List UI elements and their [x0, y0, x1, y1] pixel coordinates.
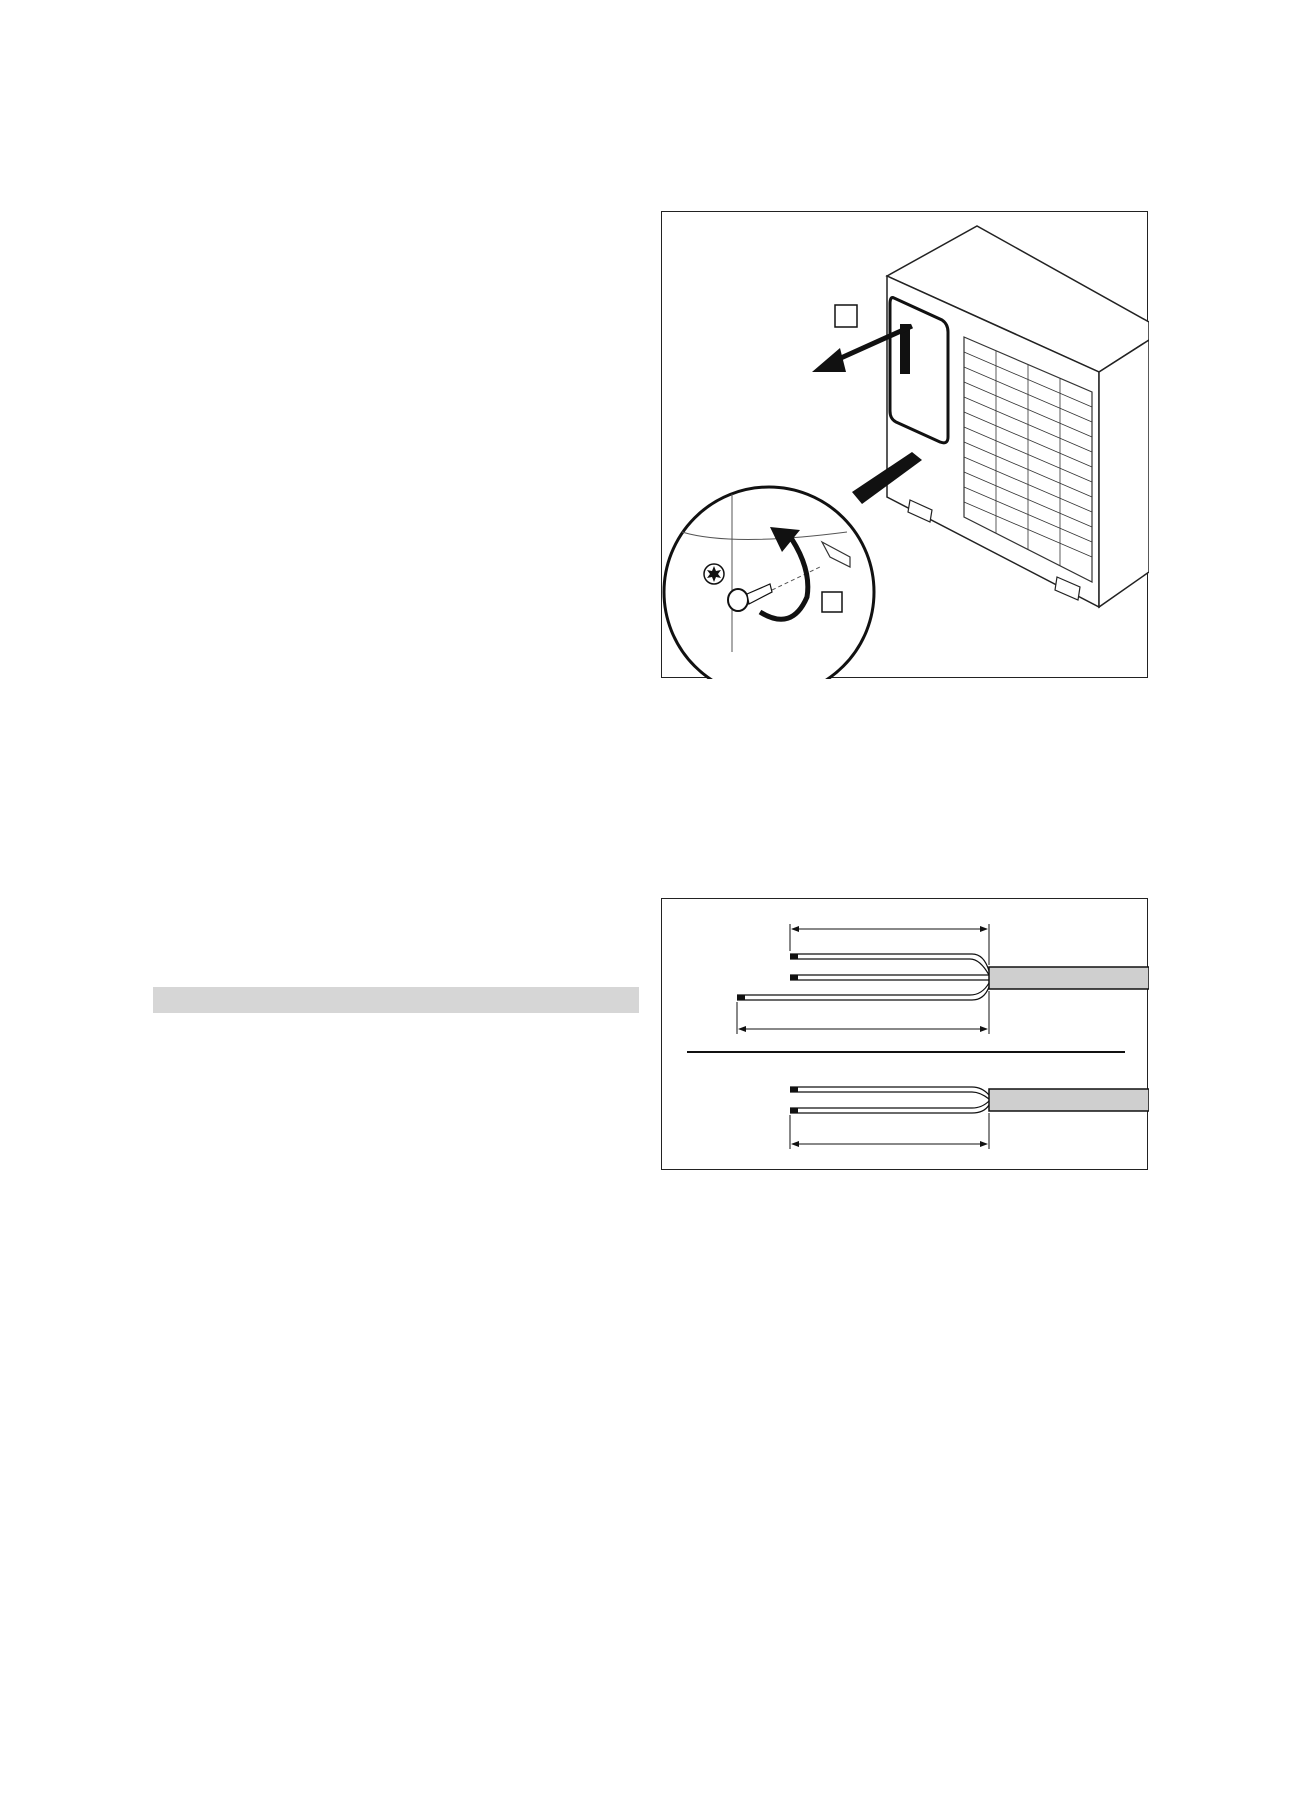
callout-box-2: [822, 592, 842, 612]
service-cover-panel: [890, 298, 948, 443]
figure-cable-stripping: [661, 898, 1148, 1170]
cable-sheath: [989, 967, 1149, 989]
cable-two-conductor: [790, 1087, 1149, 1149]
cable-three-conductor: [737, 924, 1149, 1034]
torx-screwdriver-icon: [704, 564, 724, 584]
section-heading-bar: [153, 987, 639, 1013]
outdoor-unit-illustration: [662, 212, 1149, 679]
cable-sheath: [989, 1089, 1149, 1111]
figure-outdoor-unit-removal: [661, 211, 1148, 678]
cable-stripping-illustration: [662, 899, 1149, 1171]
callout-box-1: [835, 305, 857, 327]
unit-right-face: [1099, 340, 1149, 607]
zoom-detail-circle: [664, 487, 874, 679]
